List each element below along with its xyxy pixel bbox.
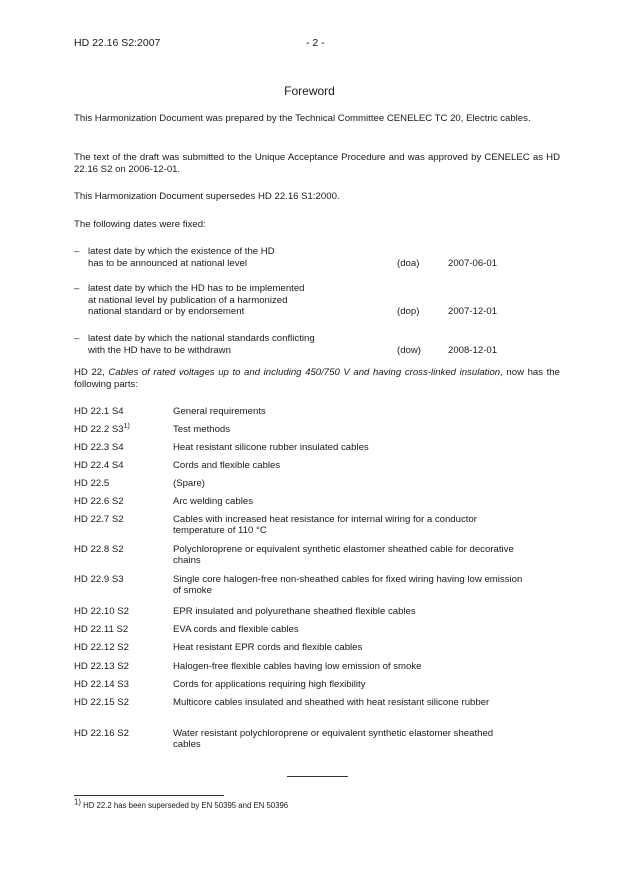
part-number <box>74 424 169 435</box>
dash-bullet: – <box>74 246 80 257</box>
date-item-dop <box>74 283 560 319</box>
parts-intro-prefix: HD 22, <box>74 367 109 378</box>
part-number: HD 22.1 S4 <box>74 406 124 417</box>
part-number: HD 22.5 <box>74 478 110 489</box>
date-code: (doa) <box>397 257 420 269</box>
part-number: HD 22.14 S3 <box>74 679 129 690</box>
part-title: Single core halogen-free non-sheathed cables for fixed wiring having low emission of smoke <box>173 574 523 597</box>
paragraph-dates-intro: The following dates were fixed: <box>74 219 206 230</box>
part-title: EPR insulated and polyurethane sheathed flexible cables <box>173 606 416 617</box>
part-number: HD 22.6 S2 <box>74 496 124 507</box>
parts-intro <box>74 367 560 390</box>
footnote <box>74 797 289 810</box>
date-text-line: with the HD have to be withdrawn <box>88 344 231 356</box>
date-item-doa <box>74 246 560 270</box>
part-number: HD 22.16 S2 <box>74 728 129 739</box>
date-text-line: latest date by which the HD has to be implemented <box>88 283 305 294</box>
part-title: Multicore cables insulated and sheathed with heat resistant silicone rubber <box>173 697 490 708</box>
part-number: HD 22.15 S2 <box>74 697 129 708</box>
part-number: HD 22.13 S2 <box>74 661 129 672</box>
part-title: EVA cords and flexible cables <box>173 624 299 635</box>
part-number: HD 22.3 S4 <box>74 442 124 453</box>
date-text-line: latest date by which the national standards conflicting <box>88 333 315 344</box>
part-title: (Spare) <box>173 478 205 489</box>
part-number: HD 22.7 S2 <box>74 514 124 525</box>
page-title: Foreword <box>284 84 335 98</box>
document-id: HD 22.16 S2:2007 <box>74 37 161 49</box>
date-item-dow <box>74 333 560 357</box>
part-title: General requirements <box>173 406 266 417</box>
footnote-text: HD 22.2 has been superseded by EN 50395 and EN 50396 <box>80 801 289 810</box>
paragraph-approval: The text of the draft was submitted to the Unique Acceptance Procedure and was approved by CENELEC as HD 22.16 S2 on 2006-12-01. <box>74 152 560 175</box>
part-title: Heat resistant silicone rubber insulated cables <box>173 442 369 453</box>
date-description <box>88 333 388 356</box>
date-value: 2008-12-01 <box>448 344 498 356</box>
date-text-line: latest date by which the existence of the HD <box>88 246 275 257</box>
dash-bullet: – <box>74 283 80 294</box>
end-divider <box>287 776 348 777</box>
date-code: (dow) <box>397 344 421 356</box>
part-number-text: HD 22.2 S3 <box>74 424 124 435</box>
part-title: Heat resistant EPR cords and flexible cables <box>173 642 363 653</box>
paragraph-supersedes: This Harmonization Document supersedes HD 22.16 S1:2000. <box>74 191 340 202</box>
date-text-line: has to be announced at national level <box>88 257 247 269</box>
date-code: (dop) <box>397 306 420 318</box>
part-number: HD 22.4 S4 <box>74 460 124 471</box>
series-title: Cables of rated voltages up to and including 450/750 V and having cross-linked insulation <box>108 367 501 378</box>
date-description <box>88 283 388 318</box>
part-title: Cords for applications requiring high flexibility <box>173 679 366 690</box>
dash-bullet: – <box>74 333 80 344</box>
part-title: Cords and flexible cables <box>173 460 281 471</box>
part-number: HD 22.9 S3 <box>74 574 124 585</box>
page-number: - 2 - <box>306 37 325 49</box>
date-text-line: national standard or by endorsement <box>88 306 245 318</box>
part-title: Halogen-free flexible cables having low emission of smoke <box>173 661 422 672</box>
part-number: HD 22.8 S2 <box>74 544 124 555</box>
part-title: Arc welding cables <box>173 496 253 507</box>
part-title: Cables with increased heat resistance for internal wiring for a conductor temperature of 110 °C <box>173 514 477 537</box>
part-title: Polychloroprene or equivalent synthetic elastomer sheathed cable for decorative chains <box>173 544 514 567</box>
date-text-line: at national level by publication of a harmonized <box>88 294 288 306</box>
part-number: HD 22.11 S2 <box>74 624 129 635</box>
date-value: 2007-12-01 <box>448 306 498 318</box>
parts-intro-suffix: , now has the following parts: <box>74 367 560 390</box>
paragraph-prepared-by: This Harmonization Document was prepared by the Technical Committee CENELEC TC 20, Electric cables. <box>74 113 531 124</box>
part-number: HD 22.12 S2 <box>74 642 129 653</box>
date-value: 2007-06-01 <box>448 257 498 269</box>
footnote-reference: 1) <box>123 422 130 430</box>
part-title: Test methods <box>173 424 231 435</box>
footnote-marker: 1) <box>74 797 81 807</box>
date-description <box>88 246 388 269</box>
part-number: HD 22.10 S2 <box>74 606 129 617</box>
part-title: Water resistant polychloroprene or equivalent synthetic elastomer sheathed cables <box>173 728 494 751</box>
footnote-rule <box>74 795 224 796</box>
